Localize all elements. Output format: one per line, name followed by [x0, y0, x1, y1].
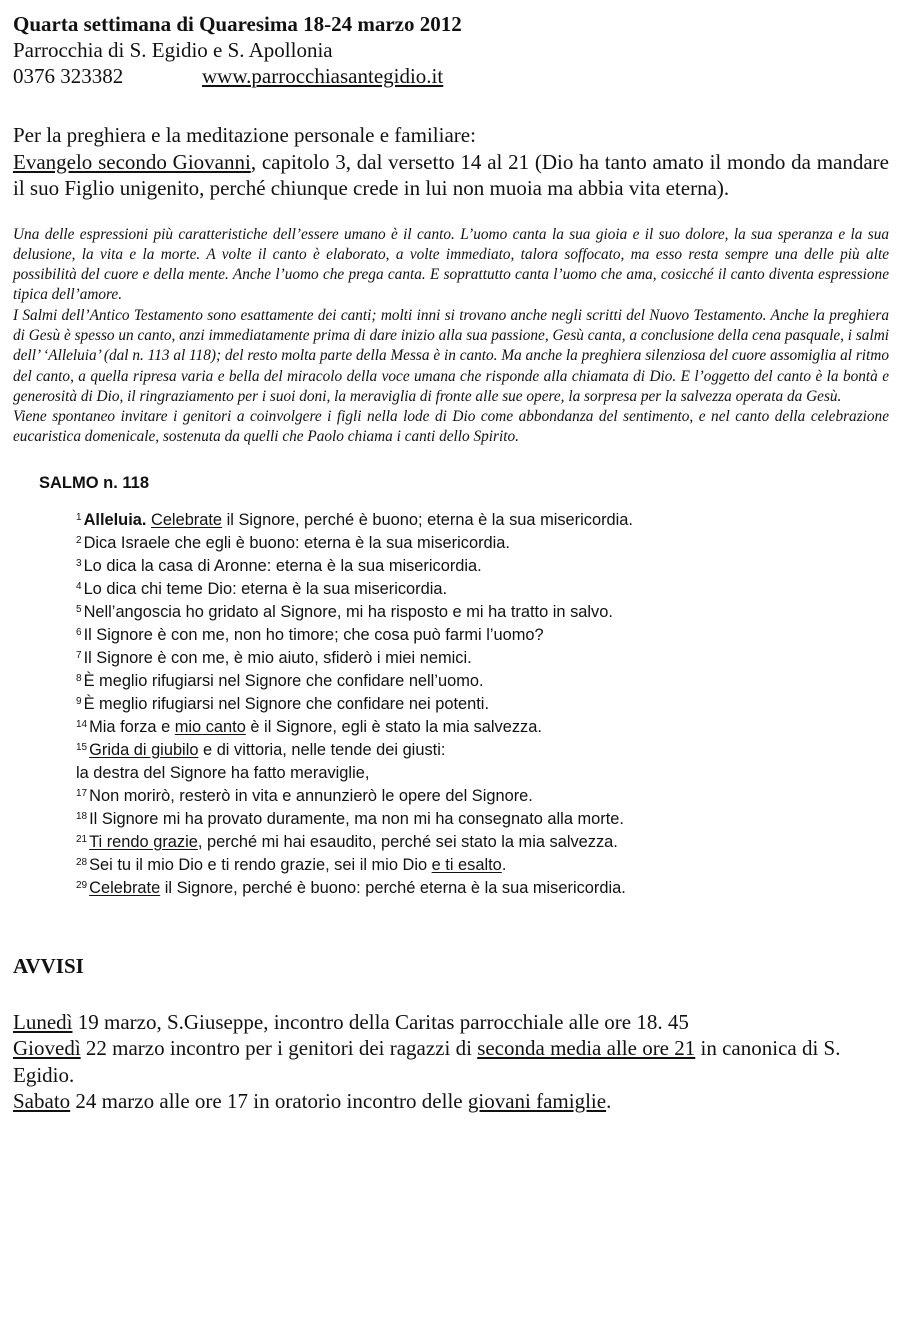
verse-underlined: mio canto: [174, 717, 246, 736]
gospel-paragraph: [13, 149, 889, 202]
verse-text: Il Signore è con me, non ho timore; che cosa può farmi l’uomo?: [83, 625, 544, 644]
gospel-reference: Evangelo secondo Giovanni: [13, 149, 251, 174]
psalm-verse-15-cont: [76, 762, 889, 785]
notice-highlight: seconda media alle ore 21: [477, 1036, 696, 1061]
notice-day: Sabato: [13, 1089, 71, 1114]
psalm-verses: [76, 509, 889, 900]
reflection-paragraph-1: Una delle espressioni più caratteristiche dell’essere umano è il canto. L’uomo canta la sua gioia e il suo dolore, la sua speranza e la sua delusione, la vita e la morte. A volte il canto è elaborato, a volte immediato, talora soffocato, ma esso resta sempre una delle più alte possibilità del cuore e della mente. Anche l’uomo che prega canta. E soprattutto canta l’uomo che ama, cosicché il canto diventa espressione tipica dell’amore.: [13, 225, 889, 304]
reflection-paragraph-2: I Salmi dell’Antico Testamento sono esattamente dei canti; molti inni si trovano anche negli scritti del Nuovo Testamento. Anche la preghiera di Gesù è spesso un canto, anzi immediatamente prima di dare inizio alla sua passione, Gesù canta, a conclusione della cena pasquale, i salmi dell’ ‘Alleluia’ (dal n. 113 al 118); del resto molta parte della Messa è in canto. Ma anche la preghiera silenziosa del cuore assomiglia al ritmo del canto, a quella ripresa varia e bella del miracolo della voce umana che risponde alla chiamata di Dio. E l’oggetto del canto è la bontà e generosità di Dio, il ringraziamento per i suoi doni, la meraviglia di fronte alle sue opere, la sorpresa per la salvezza operata da Gesù.: [13, 306, 889, 405]
verse-text: il Signore, perché è buono; eterna è la sua misericordia.: [222, 510, 633, 529]
notice-day: Giovedì: [13, 1036, 81, 1061]
verse-text: Dica Israele che egli è buono: eterna è la sua misericordia.: [83, 533, 510, 552]
psalm-verse-2: [76, 532, 889, 555]
verse-text: e di vittoria, nelle tende dei giusti:: [198, 740, 446, 759]
notice-text: 24 marzo alle ore 17 in oratorio incontro delle: [70, 1089, 468, 1114]
reflection-paragraph-3: Viene spontaneo invitare i genitori a coinvolgere i figli nella lode di Dio come abbondanza del sentimento, e nel canto della celebrazione eucaristica domenicale, sostenuta da quelli che Paolo chiama i canti dello Spirito.: [13, 408, 889, 446]
verse-number: 18: [76, 810, 88, 822]
verse-underlined: Grida di giubilo: [89, 740, 199, 759]
psalm-verse-28: [76, 854, 889, 877]
notice-text: in canonica di S. Egidio.: [13, 1036, 841, 1087]
verse-number: 21: [76, 833, 88, 845]
avvisi-list: [13, 1009, 889, 1115]
verse-text: Lo dica chi teme Dio: eterna è la sua misericordia.: [83, 579, 448, 598]
verse-underlined: e ti esalto: [431, 855, 502, 874]
verse-underlined: Celebrate: [150, 510, 223, 529]
verse-text: È meglio rifugiarsi nel Signore che confidare nei potenti.: [83, 694, 490, 713]
verse-text: Lo dica la casa di Aronne: eterna è la sua misericordia.: [83, 556, 482, 575]
psalm-verse-18: [76, 808, 889, 831]
psalm-verse-6: [76, 624, 889, 647]
notice-day: Lunedì: [13, 1009, 73, 1034]
notice-thursday: [13, 1035, 889, 1088]
verse-number: 15: [76, 741, 88, 753]
verse-number: 9: [76, 695, 82, 707]
header: [13, 12, 889, 89]
verse-text: Il Signore è con me, è mio aiuto, sfiderò i miei nemici.: [83, 648, 472, 667]
verse-text: è il Signore, egli è stato la mia salvezza.: [245, 717, 542, 736]
verse-number: 28: [76, 856, 88, 868]
verse-number: 1: [76, 511, 82, 523]
psalm-verse-17: [76, 785, 889, 808]
verse-text: , perché mi hai esaudito, perché sei stato la mia salvezza.: [197, 832, 618, 851]
contact-row: [13, 63, 889, 89]
phone-number: 0376 323382: [13, 64, 124, 88]
verse-underlined: Celebrate: [89, 878, 161, 897]
psalm-verse-29: [76, 877, 889, 900]
verse-number: 3: [76, 557, 82, 569]
verse-number: 5: [76, 603, 82, 615]
page-title: Quarta settimana di Quaresima 18-24 marzo 2012: [13, 12, 462, 36]
avvisi-heading: AVVISI: [13, 953, 84, 978]
website-link[interactable]: www.parrocchiasantegidio.it: [202, 64, 444, 88]
notice-saturday: [13, 1088, 889, 1115]
psalm-verse-15: [76, 739, 889, 762]
gospel-text: , capitolo 3, dal versetto 14 al 21 (Dio ha tanto amato il mondo da mandare il suo Figlio unigenito, perché chiunque crede in lui non muoia ma abbia vita eterna).: [13, 149, 889, 200]
psalm-title: SALMO n. 118: [39, 473, 150, 492]
psalm-verse-9: [76, 693, 889, 716]
psalm-verse-3: [76, 555, 889, 578]
psalm-verse-1: [76, 509, 889, 532]
psalm-verse-21: [76, 831, 889, 854]
verse-number: 6: [76, 626, 82, 638]
reflection-text: [13, 225, 889, 448]
intro-line: Per la preghiera e la meditazione personale e familiare:: [13, 123, 476, 147]
verse-number: 4: [76, 580, 82, 592]
verse-number: 8: [76, 672, 82, 684]
parish-name: Parrocchia di S. Egidio e S. Apollonia: [13, 38, 333, 62]
verse-number: 7: [76, 649, 82, 661]
verse-number: 14: [76, 718, 88, 730]
verse-text: Sei tu il mio Dio e ti rendo grazie, sei il mio Dio: [89, 855, 432, 874]
notice-monday: [13, 1009, 889, 1036]
notice-text: .: [606, 1089, 612, 1114]
verse-text: Il Signore mi ha provato duramente, ma non mi ha consegnato alla morte.: [89, 809, 624, 828]
verse-text: Nell’angoscia ho gridato al Signore, mi ha risposto e mi ha tratto in salvo.: [83, 602, 613, 621]
intro-section: [13, 122, 889, 202]
notice-text: 22 marzo incontro per i genitori dei ragazzi di: [80, 1036, 478, 1061]
psalm-verse-14: [76, 716, 889, 739]
notice-text: 19 marzo, S.Giuseppe, incontro della Caritas parrocchiale alle ore 18. 45: [72, 1009, 689, 1034]
verse-number: 2: [76, 534, 82, 546]
notice-highlight: giovani famiglie: [467, 1089, 607, 1114]
psalm-verse-4: [76, 578, 889, 601]
verse-number: 17: [76, 787, 88, 799]
psalm-verse-5: [76, 601, 889, 624]
bulletin-page: [13, 12, 889, 1115]
verse-number: 29: [76, 879, 88, 891]
psalm-verse-8: [76, 670, 889, 693]
verse-text: Non morirò, resterò in vita e annunzierò le opere del Signore.: [89, 786, 533, 805]
verse-text: Mia forza e: [89, 717, 175, 736]
verse-underlined: Ti rendo grazie: [89, 832, 198, 851]
verse-text: il Signore, perché è buono: perché eterna è la sua misericordia.: [160, 878, 626, 897]
verse-bold: Alleluia.: [83, 510, 147, 529]
verse-text: È meglio rifugiarsi nel Signore che confidare nell’uomo.: [83, 671, 484, 690]
psalm-verse-7: [76, 647, 889, 670]
verse-text: la destra del Signore ha fatto meraviglie,: [76, 763, 370, 782]
verse-text: .: [501, 855, 507, 874]
